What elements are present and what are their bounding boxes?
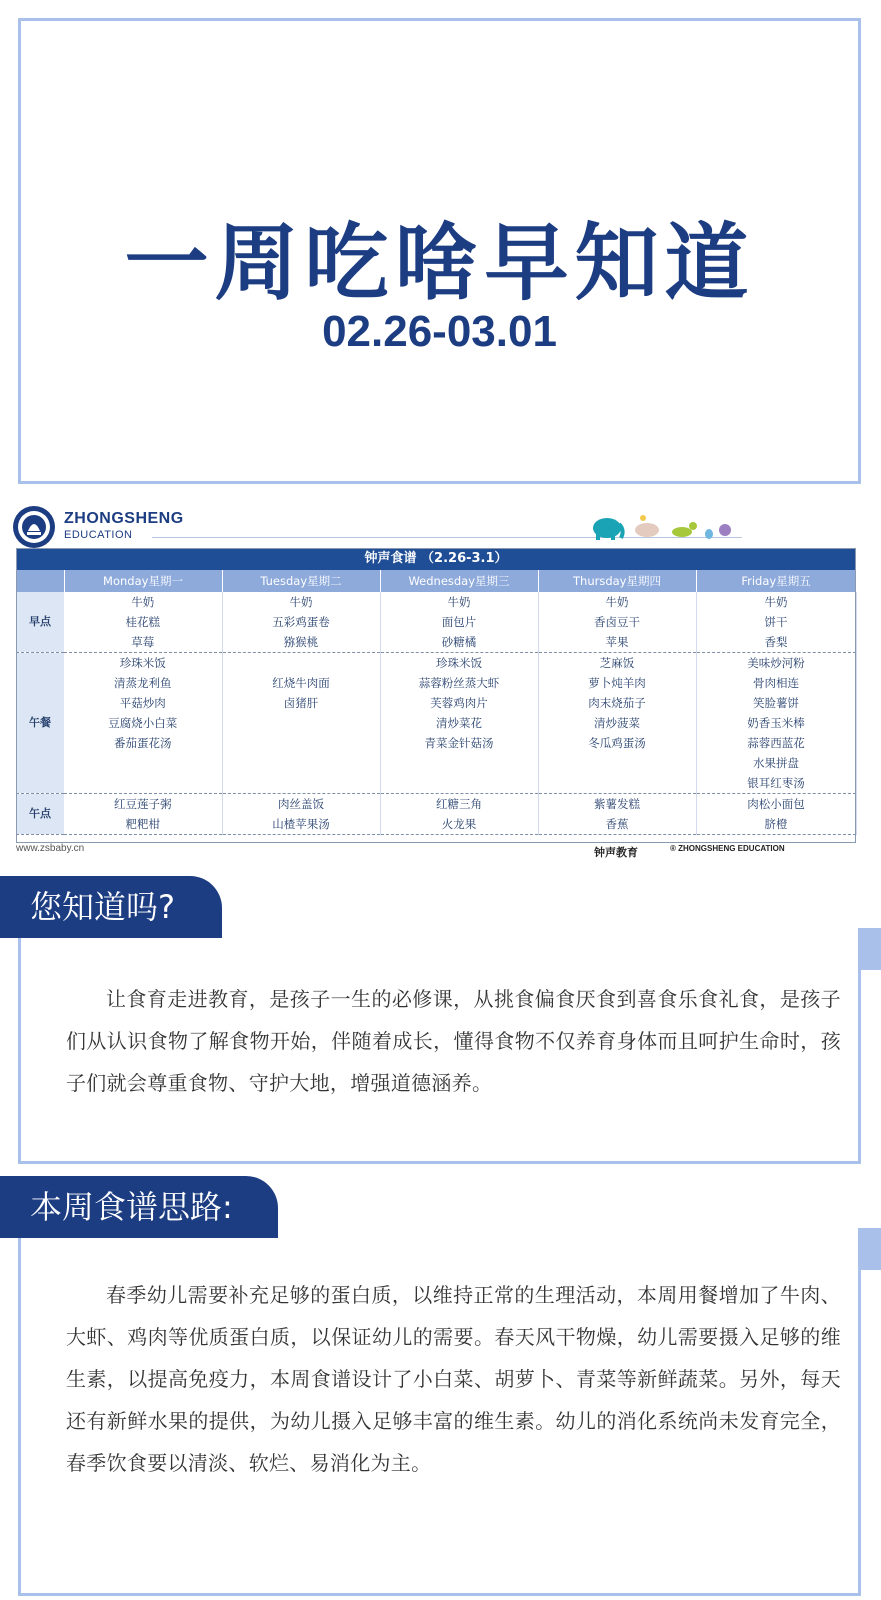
menu-item: 脐橙 xyxy=(696,814,856,835)
menu-item xyxy=(222,733,380,753)
menu-item: 清炒菠菜 xyxy=(538,713,696,733)
menu-item xyxy=(222,773,380,794)
menu-item: 肉松小面包 xyxy=(696,794,856,815)
menu-item: 蒜蓉粉丝蒸大虾 xyxy=(380,673,538,693)
brand-sub: EDUCATION xyxy=(64,529,133,541)
menu-item: 笑脸薯饼 xyxy=(696,693,856,713)
menu-item: 粑粑柑 xyxy=(64,814,222,835)
menu-item: 珍珠米饭 xyxy=(64,653,222,674)
day-header: Thursday星期四 xyxy=(538,570,696,592)
menu-item: 香卤豆干 xyxy=(538,612,696,632)
menu-item xyxy=(222,753,380,773)
day-header: Monday星期一 xyxy=(64,570,222,592)
day-header: Wednesday星期三 xyxy=(380,570,538,592)
menu-item: 香梨 xyxy=(696,632,856,653)
menu-item: 骨肉相连 xyxy=(696,673,856,693)
hero-title: 一周吃啥早知道 xyxy=(124,214,755,312)
animal-illustration-icon xyxy=(587,508,737,542)
menu-item: 豆腐烧小白菜 xyxy=(64,713,222,733)
menu-item xyxy=(222,653,380,674)
section-title: 您知道吗? xyxy=(0,876,222,938)
menu-item: 珍珠米饭 xyxy=(380,653,538,674)
hero-date: 02.26-03.01 xyxy=(322,307,557,356)
menu-item xyxy=(380,753,538,773)
menu-item: 肉丝盖饭 xyxy=(222,794,380,815)
section-body: 让食育走进教育，是孩子一生的必修课，从挑食偏食厌食到喜食乐食礼食，是孩子们从认识食物了解食物开始，伴随着成长，懂得食物不仅养育身体而且呵护生命时，孩子们就会尊重食物、守护大地，增强道德涵养。 xyxy=(66,987,841,1095)
menu-item: 清蒸龙利鱼 xyxy=(64,673,222,693)
menu-item: 火龙果 xyxy=(380,814,538,835)
hero-panel xyxy=(18,18,861,484)
meal-label: 早点 xyxy=(16,592,64,653)
menu-item: 牛奶 xyxy=(538,592,696,612)
section-menu-rationale xyxy=(0,1176,881,1596)
menu-item: 牛奶 xyxy=(64,592,222,612)
meal-label: 午餐 xyxy=(16,653,64,794)
menu-item: 红糖三角 xyxy=(380,794,538,815)
menu-item: 紫薯发糕 xyxy=(538,794,696,815)
menu-item: 砂糖橘 xyxy=(380,632,538,653)
menu-item: 奶香玉米棒 xyxy=(696,713,856,733)
meal-label: 午点 xyxy=(16,794,64,835)
menu-item xyxy=(64,753,222,773)
menu-item: 牛奶 xyxy=(380,592,538,612)
menu-item: 香蕉 xyxy=(538,814,696,835)
menu-item: 萝卜炖羊肉 xyxy=(538,673,696,693)
menu-item: 美味炒河粉 xyxy=(696,653,856,674)
menu-item: 水果拼盘 xyxy=(696,753,856,773)
menu-item: 猕猴桃 xyxy=(222,632,380,653)
menu-item: 芙蓉鸡肉片 xyxy=(380,693,538,713)
menu-item: 五彩鸡蛋卷 xyxy=(222,612,380,632)
school-logo-icon xyxy=(12,505,56,549)
menu-item: 饼干 xyxy=(696,612,856,632)
menu-item: 青菜金针菇汤 xyxy=(380,733,538,753)
menu-item: 平菇炒肉 xyxy=(64,693,222,713)
menu-item xyxy=(538,753,696,773)
day-header: Friday星期五 xyxy=(696,570,856,592)
brand-footer-cn: 钟声教育 xyxy=(594,846,638,859)
menu-item: 清炒菜花 xyxy=(380,713,538,733)
menu-item: 芝麻饭 xyxy=(538,653,696,674)
brand-footer-en: ® ZHONGSHENG EDUCATION xyxy=(670,844,785,853)
menu-item: 草莓 xyxy=(64,632,222,653)
menu-item xyxy=(380,773,538,794)
menu-item: 银耳红枣汤 xyxy=(696,773,856,794)
menu-item: 红豆莲子粥 xyxy=(64,794,222,815)
menu-item: 苹果 xyxy=(538,632,696,653)
menu-image xyxy=(12,500,872,860)
menu-item: 肉末烧茄子 xyxy=(538,693,696,713)
menu-item: 牛奶 xyxy=(222,592,380,612)
corner-cell xyxy=(16,570,64,592)
menu-table xyxy=(16,548,857,835)
menu-item xyxy=(222,713,380,733)
brand-name: ZHONGSHENG xyxy=(64,510,184,527)
menu-item: 山楂苹果汤 xyxy=(222,814,380,835)
section-body: 春季幼儿需要补充足够的蛋白质，以维持正常的生理活动，本周用餐增加了牛肉、大虾、鸡肉等优质蛋白质，以保证幼儿的需要。春天风干物燥，幼儿需要摄入足够的维生素，以提高免疫力，本周食谱设计了小白菜、胡萝卜、青菜等新鲜蔬菜。另外，每天还有新鲜水果的提供，为幼儿摄入足够丰富的维生素。幼儿的消化系统尚未发育完全，春季饮食要以清淡、软烂、易消化为主。 xyxy=(66,1283,841,1475)
menu-item xyxy=(64,773,222,794)
menu-caption: 钟声食谱 （2.26-3.1） xyxy=(16,548,856,570)
menu-item: 蒜蓉西蓝花 xyxy=(696,733,856,753)
menu-item: 冬瓜鸡蛋汤 xyxy=(538,733,696,753)
section-title: 本周食谱思路: xyxy=(0,1176,278,1238)
section-did-you-know xyxy=(0,876,881,1166)
menu-item: 桂花糕 xyxy=(64,612,222,632)
menu-item: 红烧牛肉面 xyxy=(222,673,380,693)
menu-item: 番茄蛋花汤 xyxy=(64,733,222,753)
menu-item: 牛奶 xyxy=(696,592,856,612)
menu-item: 卤猪肝 xyxy=(222,693,380,713)
day-header: Tuesday星期二 xyxy=(222,570,380,592)
menu-item: 面包片 xyxy=(380,612,538,632)
menu-item xyxy=(538,773,696,794)
website-text: www.zsbaby.cn xyxy=(16,843,85,854)
